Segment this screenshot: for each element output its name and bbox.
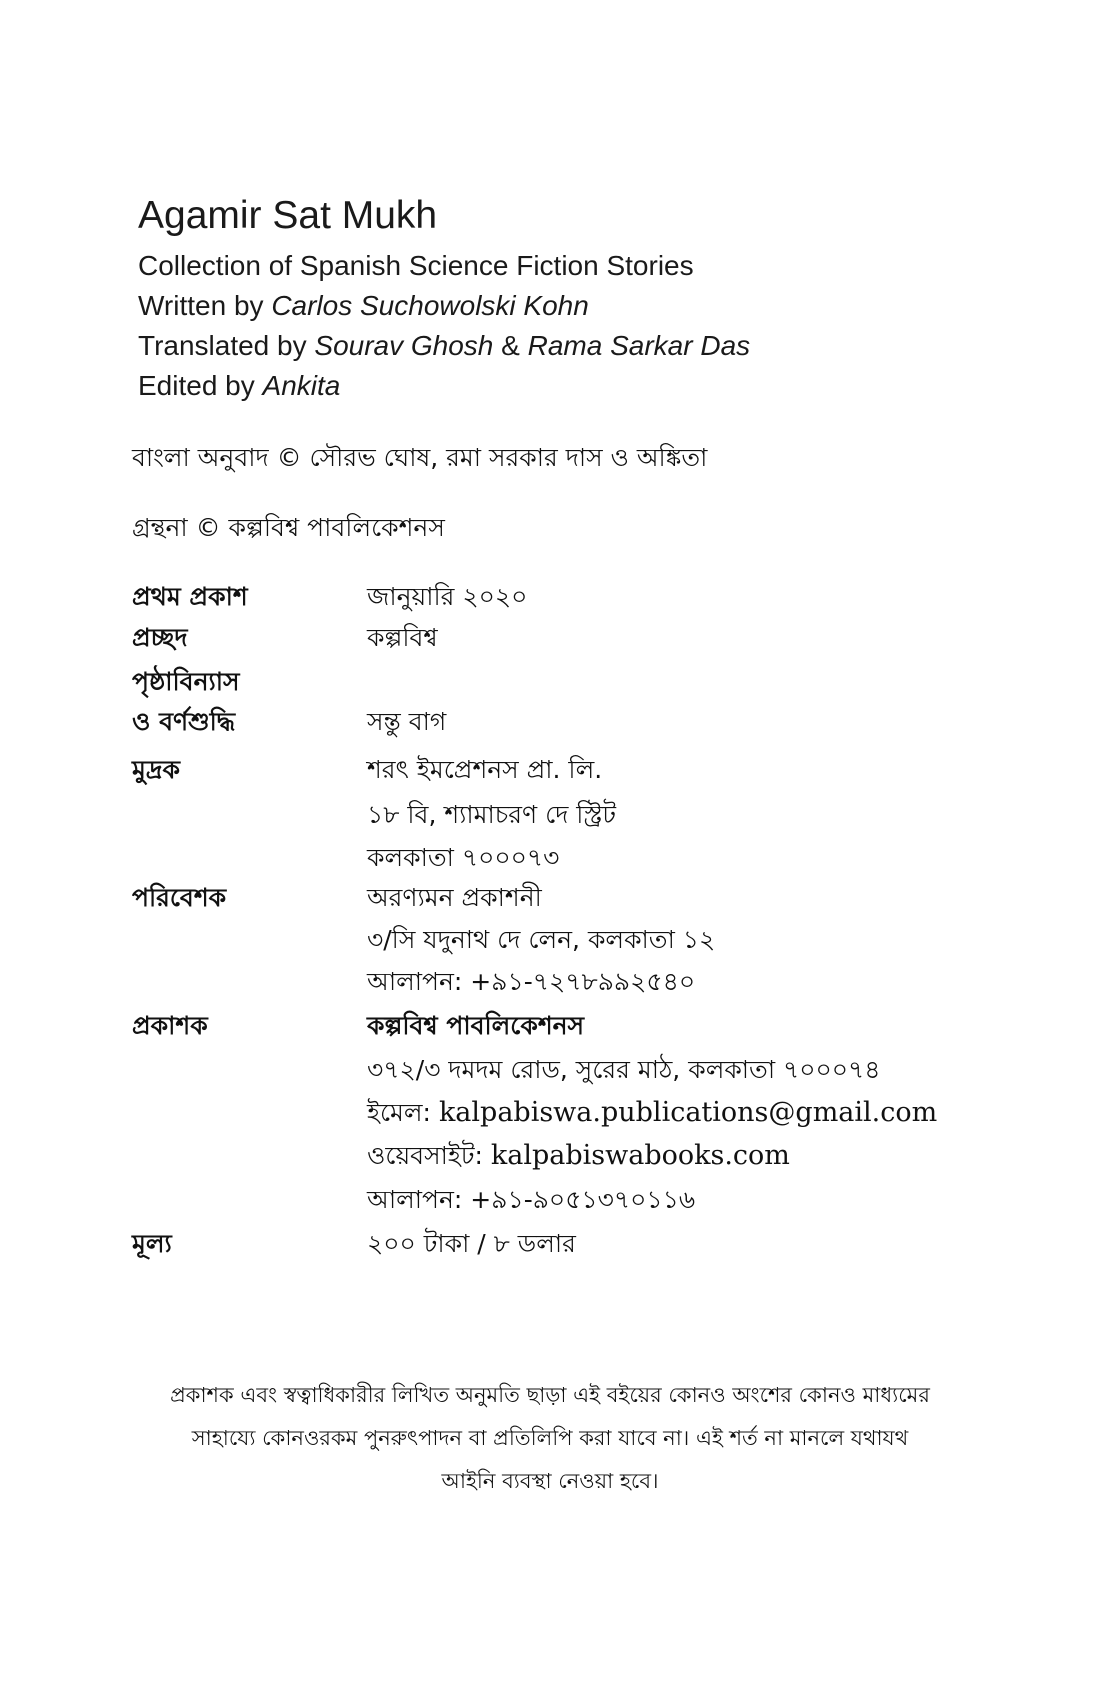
layout-label-line2: ও বর্ণশুদ্ধি — [132, 707, 236, 736]
author-credit — [138, 290, 589, 322]
distributor-address: ৩/সি যদুনাথ দে লেন, কলকাতা ১২ — [367, 925, 716, 954]
book-title-english: Agamir Sat Mukh — [138, 194, 438, 237]
author-name: Carlos Suchowolski Kohn — [271, 290, 589, 321]
rights-notice-line3: আইনি ব্যবস্থা নেওয়া হবে। — [441, 1469, 659, 1493]
publisher-label: প্রকাশক — [132, 1011, 208, 1040]
printer-city: কলকাতা ৭০০০৭৩ — [367, 843, 560, 872]
translator-name-1: Sourav Ghosh — [314, 330, 494, 361]
translation-copyright: বাংলা অনুবাদ © সৌরভ ঘোষ, রমা সরকার দাস ও অঙ্কিতা — [132, 443, 708, 472]
publisher-phone: আলাপন: +৯১-৯০৫১৩৭০১১৬ — [367, 1185, 696, 1214]
publisher-website: kalpabiswabooks.com — [490, 1140, 790, 1171]
rights-notice-line2: সাহায্যে কোনওরকম পুনরুৎপাদন বা প্রতিলিপি করা যাবে না। এই শর্ত না মানলে যথাযথ — [191, 1426, 909, 1450]
website-label: ওয়েবসাইট: — [367, 1141, 491, 1170]
price-value: ২০০ টাকা / ৮ ডলার — [367, 1229, 576, 1258]
publisher-email: kalpabiswa.publications@gmail.com — [438, 1097, 938, 1128]
layout-value: সন্তু বাগ — [367, 707, 447, 736]
distributor-name: অরণ্যমন প্রকাশনী — [367, 883, 542, 912]
editor-name: Ankita — [262, 370, 341, 401]
printer-address: ১৮ বি, শ্যামাচরণ দে স্ট্রিট — [367, 800, 617, 829]
translator-name-2: Rama Sarkar Das — [527, 330, 751, 361]
translator-joiner: & — [493, 330, 528, 361]
publisher-email-line — [367, 1093, 937, 1136]
first-edition-label: প্রথম প্রকাশ — [132, 582, 248, 611]
publisher-address: ৩৭২/৩ দমদম রোড, সুরের মাঠ, কলকাতা ৭০০০৭৪ — [367, 1055, 881, 1084]
publisher-name: কল্পবিশ্ব পাবলিকেশনস — [367, 1011, 585, 1040]
printer-name: শরৎ ইমপ্রেশনস প্রা. লি. — [367, 755, 603, 784]
editor-credit — [138, 370, 340, 402]
first-edition-value: জানুয়ারি ২০২০ — [367, 582, 528, 611]
cover-value: কল্পবিশ্ব — [367, 623, 438, 652]
distributor-label: পরিবেশক — [132, 883, 227, 912]
written-prefix: Written by — [138, 290, 272, 321]
printer-label: মুদ্রক — [132, 755, 180, 784]
rights-notice-line1: প্রকাশক এবং স্বত্বাধিকারীর লিখিত অনুমতি ছাড়া এই বইয়ের কোনও অংশের কোনও মাধ্যমের — [170, 1383, 930, 1407]
book-subtitle-english: Collection of Spanish Science Fiction Stories — [138, 250, 694, 281]
translated-prefix: Translated by — [138, 330, 315, 361]
compilation-copyright: গ্রন্থনা © কল্পবিশ্ব পাবলিকেশনস — [132, 513, 445, 542]
translator-credit — [138, 330, 750, 362]
layout-label-line1: পৃষ্ঠাবিন্যাস — [132, 667, 240, 696]
email-label: ইমেল: — [367, 1098, 439, 1127]
distributor-phone: আলাপন: +৯১-৭২৭৮৯৯২৫৪০ — [367, 967, 696, 996]
edited-prefix: Edited by — [138, 370, 263, 401]
publisher-website-line — [367, 1136, 790, 1179]
cover-label: প্রচ্ছদ — [132, 623, 188, 652]
price-label: মূল্য — [132, 1229, 172, 1258]
